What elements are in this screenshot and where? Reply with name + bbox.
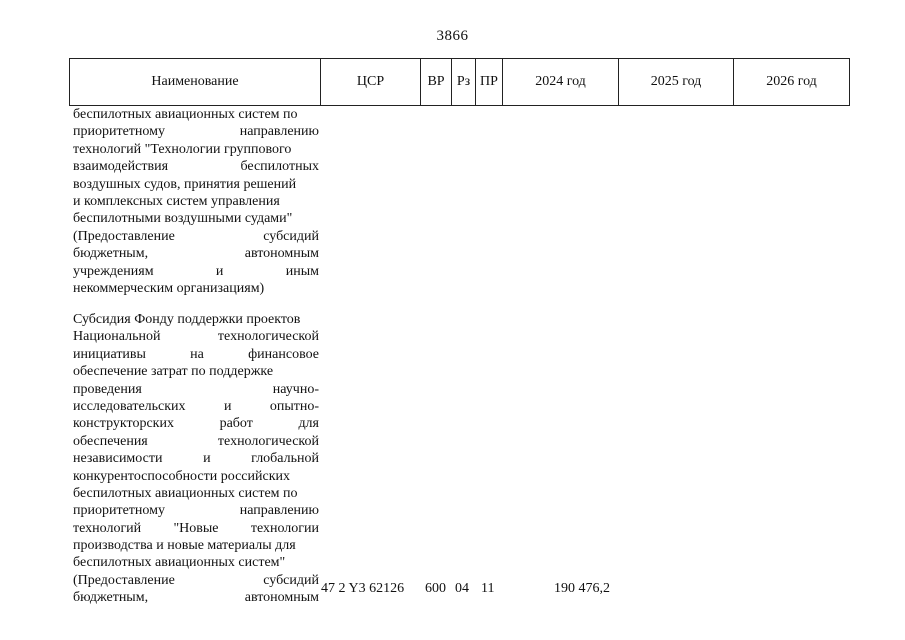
value-csr: 47 2 Y3 62126 xyxy=(321,581,405,596)
text-line xyxy=(73,311,319,328)
header-rz: Рз xyxy=(452,59,476,105)
text-word: иным xyxy=(285,263,319,279)
text-word: и комплексных систем управления xyxy=(73,193,280,209)
table-header xyxy=(69,58,850,106)
text-line xyxy=(73,245,319,262)
text-word: беспилотных авиационных систем по xyxy=(73,485,298,501)
text-word: субсидий xyxy=(263,228,319,244)
item-description-2 xyxy=(73,311,319,607)
text-word: технологий "Технологии группового xyxy=(73,141,292,157)
header-csr: ЦСР xyxy=(321,59,421,105)
text-line xyxy=(73,123,319,140)
text-line xyxy=(73,433,319,450)
text-word: и xyxy=(223,398,232,414)
text-word: технологии xyxy=(250,520,319,536)
text-word: беспилотных авиационных систем" xyxy=(73,555,286,571)
text-word: на xyxy=(190,346,204,362)
text-word: Субсидия Фонду поддержки проектов xyxy=(73,312,301,327)
text-word: и xyxy=(215,263,224,279)
value-rz: 04 xyxy=(455,581,469,596)
text-word: направлению xyxy=(239,503,319,519)
value-pr: 11 xyxy=(481,581,495,596)
text-word: технологической xyxy=(217,433,319,449)
header-pr: ПР xyxy=(476,59,503,105)
text-word: автономным xyxy=(244,246,319,262)
value-vr: 600 xyxy=(425,581,446,596)
text-word: учреждениям xyxy=(73,263,154,279)
text-line xyxy=(73,415,319,432)
text-word: технологической xyxy=(217,329,319,345)
text-line xyxy=(73,485,319,502)
text-word: беспилотных авиационных систем по xyxy=(73,107,298,122)
text-word: (Предоставление xyxy=(73,228,175,244)
text-line xyxy=(73,158,319,175)
text-line xyxy=(73,280,319,297)
text-line xyxy=(73,106,319,123)
text-line xyxy=(73,228,319,245)
text-word: (Предоставление xyxy=(73,572,175,588)
text-word: некоммерческим организациям) xyxy=(73,280,265,296)
text-line xyxy=(73,468,319,485)
text-word: научно- xyxy=(272,381,319,397)
text-word: обеспечения xyxy=(73,433,148,449)
text-line xyxy=(73,176,319,193)
header-2024: 2024 год xyxy=(503,59,619,105)
header-vr: ВР xyxy=(421,59,452,105)
text-word: финансовое xyxy=(248,346,319,362)
page-number: 3866 xyxy=(436,28,469,44)
text-line xyxy=(73,520,319,537)
text-word: инициативы xyxy=(73,346,146,362)
text-word: автономным xyxy=(244,590,319,606)
text-word: Национальной xyxy=(73,329,161,345)
text-word: технологий xyxy=(73,520,142,536)
text-line xyxy=(73,328,319,345)
text-line xyxy=(73,210,319,227)
text-line xyxy=(73,263,319,280)
text-line xyxy=(73,193,319,210)
text-line xyxy=(73,398,319,415)
text-line xyxy=(73,141,319,158)
text-word: опытно- xyxy=(269,398,319,414)
text-line xyxy=(73,346,319,363)
text-word: исследовательских xyxy=(73,398,186,414)
text-word: для xyxy=(298,416,319,432)
text-word: взаимодействия xyxy=(73,159,169,175)
text-word: беспилотными воздушными судами" xyxy=(73,211,293,227)
text-word: глобальной xyxy=(251,451,319,467)
header-2025: 2025 год xyxy=(619,59,734,105)
text-line xyxy=(73,450,319,467)
text-line xyxy=(73,363,319,380)
text-word: субсидий xyxy=(263,572,319,588)
text-word: направлению xyxy=(239,124,319,140)
text-line xyxy=(73,537,319,554)
text-word: бюджетным, xyxy=(73,246,149,262)
text-line xyxy=(73,554,319,571)
text-word: "Новые xyxy=(173,520,219,536)
text-word: проведения xyxy=(73,381,142,397)
text-word: конструкторских xyxy=(73,416,174,432)
header-name: Наименование xyxy=(70,59,321,105)
text-word: работ xyxy=(219,416,253,432)
text-word: независимости xyxy=(73,451,163,467)
text-word: конкурентоспособности российских xyxy=(73,468,290,484)
text-line xyxy=(73,502,319,519)
text-word: обеспечение затрат по поддержке xyxy=(73,364,274,380)
text-word: бюджетным, xyxy=(73,590,149,606)
text-line xyxy=(73,572,319,589)
text-word: воздушных судов, принятия решений xyxy=(73,176,297,192)
text-word: и xyxy=(203,451,211,467)
value-2024: 190 476,2 xyxy=(554,581,610,596)
text-line xyxy=(73,381,319,398)
item-description-1 xyxy=(73,106,319,297)
text-word: приоритетному xyxy=(73,503,166,519)
header-2026: 2026 год xyxy=(766,74,817,89)
text-word: производства и новые материалы для xyxy=(73,538,296,554)
text-word: беспилотных xyxy=(240,159,319,175)
text-line xyxy=(73,589,319,606)
text-word: приоритетному xyxy=(73,124,166,140)
